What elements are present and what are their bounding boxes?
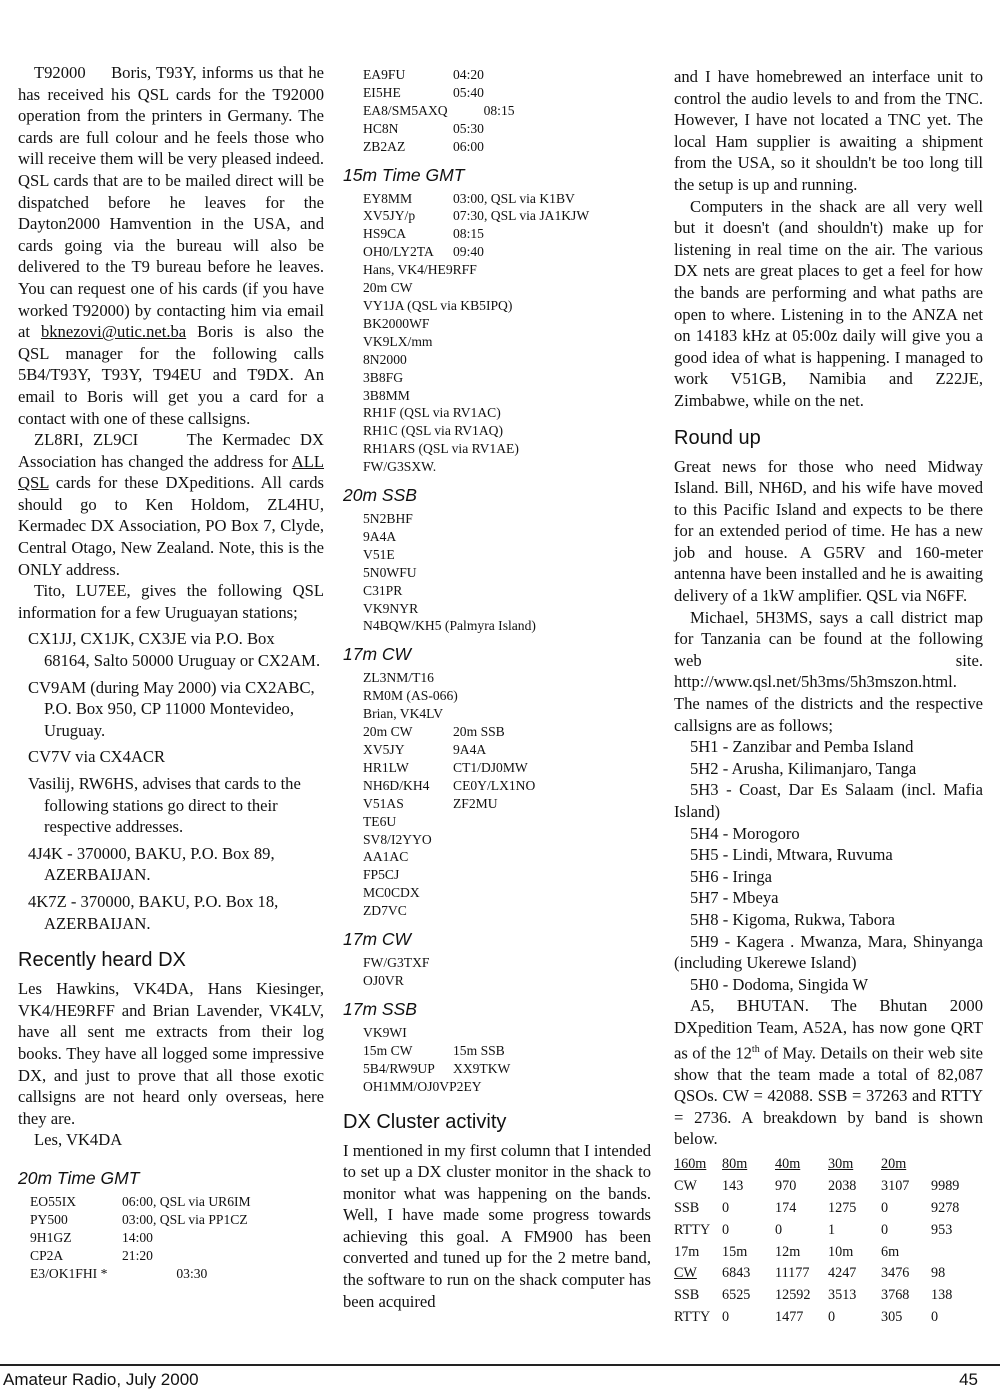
- table-cell: 2038: [828, 1178, 857, 1195]
- signature: Les, VK4DA: [34, 1130, 123, 1150]
- log-entry: [363, 1060, 651, 1078]
- district-item: 5H8 - Kigoma, Rukwa, Tabora: [690, 909, 895, 929]
- log-detail: 05:30: [453, 120, 484, 136]
- log-detail: CT1/DJ0MW: [453, 759, 528, 775]
- log-entry: [30, 1211, 324, 1229]
- table-cell: 143: [722, 1178, 744, 1195]
- callsign: V51AS: [363, 795, 404, 811]
- table-cell: 4247: [828, 1265, 857, 1282]
- heading-17m-cw-2: 17m CW: [343, 929, 412, 950]
- log-line: OH1MM/OJ0VP2EY: [363, 1078, 482, 1094]
- log-detail: 03:00, QSL via K1BV: [453, 190, 575, 206]
- callsign: XV5JY/p: [363, 208, 416, 224]
- log-entry: [363, 66, 651, 84]
- log-detail: 9A4A: [453, 742, 487, 757]
- log-entry: [363, 190, 651, 208]
- heading-20m-time: 20m Time GMT: [18, 1167, 140, 1188]
- log-line: BK2000WF: [363, 315, 430, 331]
- table-cell: 0: [881, 1200, 889, 1217]
- table-row: [674, 1263, 959, 1285]
- log-line: VY1JA (QSL via KB5IPQ): [363, 297, 513, 313]
- callsign-zl8ri: ZL8RI, ZL9CI: [34, 430, 139, 450]
- callsign: ZB2AZ: [363, 138, 406, 154]
- table-cell: CW: [674, 1265, 697, 1282]
- log-detail: 04:20: [453, 67, 484, 82]
- callsign: EI5HE: [363, 84, 401, 100]
- log-entry: [30, 1247, 324, 1265]
- log-detail: CE0Y/LX1NO: [453, 777, 536, 793]
- table-cell: 3768: [881, 1287, 910, 1304]
- table-cell: 1477: [775, 1309, 804, 1325]
- district-5h9: 5H9 - Kagera . Mwanza, Mara, Shinyanga (including Ukerewe Island): [674, 931, 983, 973]
- callsign: NH6D/KH4: [363, 777, 430, 793]
- table-cell: 160m: [674, 1156, 707, 1173]
- log-entry: [30, 1229, 324, 1247]
- log-line: 8N2000: [363, 351, 407, 367]
- table-row: [674, 1198, 959, 1220]
- log-entry: [30, 1193, 324, 1211]
- log-detail: 14:00: [122, 1229, 153, 1245]
- log-entry: [363, 243, 651, 261]
- paragraph-bhutan: [674, 995, 983, 1150]
- table-cell: 953: [931, 1221, 953, 1238]
- log-line: FW/G3TXF: [363, 955, 430, 971]
- table-cell: 3513: [828, 1287, 857, 1304]
- table-cell: 174: [775, 1200, 797, 1217]
- paragraph-computers: Computers in the shack are all very well but it doesn't (and shouldn't) make up for listening in real time on the air. The various DX nets are great places to get a feel for how the bands are performing and what paths are open to where. Listening in to the ANZA net on 14183 kHz at 05:00z daily will give you a good idea of what is happening. I managed to work V51GB, Namibia and Z22JE, Zimbabwe, while on the net.: [674, 196, 983, 410]
- log-detail: 03:00, QSL via PP1CZ: [122, 1211, 248, 1227]
- table-cell: 11177: [775, 1265, 810, 1282]
- qsl-item-cv9am: CV9AM (during May 2000) via CX2ABC, P.O. Box 950, CP 11000 Montevideo, Uruguay.: [28, 677, 315, 740]
- table-cell: 3107: [881, 1178, 910, 1195]
- log-line: 9A4A: [363, 528, 397, 544]
- table-row: [674, 1307, 959, 1329]
- log-detail: ZF2MU: [453, 795, 498, 811]
- log-17m-cw-pairs: [363, 723, 651, 813]
- log-detail: 09:40: [453, 244, 484, 260]
- log-entry: [363, 1042, 651, 1060]
- log-entry: [363, 120, 651, 138]
- log-detail: 21:20: [122, 1247, 153, 1263]
- log-detail: 08:15: [453, 226, 484, 242]
- qsl-item-cv7v: CV7V via CX4ACR: [28, 747, 166, 767]
- callsign: HR1LW: [363, 759, 409, 775]
- district-list-2: [674, 823, 983, 931]
- log-entry: [363, 759, 651, 777]
- log-detail: 08:15: [453, 102, 515, 118]
- log-detail: 05:40: [453, 84, 484, 100]
- column-2: [343, 66, 651, 1312]
- callsign: EA8/SM5AXQ: [363, 102, 448, 118]
- column-1: [18, 62, 324, 1282]
- superscript: th: [751, 1043, 760, 1055]
- log-line: MC0CDX: [363, 885, 420, 901]
- table-cell: [931, 1154, 959, 1176]
- callsign: EY8MM: [363, 190, 413, 206]
- underlined-text: ALL QSL: [18, 451, 325, 493]
- qsl-item-vasilij: Vasilij, RW6HS, advises that cards to the following stations go direct to their respective addresses.: [28, 774, 301, 837]
- log-17m-ssb: [363, 1024, 651, 1042]
- log-line: 3B8FG: [363, 369, 404, 385]
- table-cell: 3476: [881, 1265, 910, 1282]
- table-cell: 305: [881, 1309, 903, 1325]
- callsign: HS9CA: [363, 226, 407, 242]
- callsign: 20m CW: [363, 724, 413, 740]
- table-cell: 0: [722, 1221, 730, 1238]
- log-line: VK9LX/mm: [363, 333, 433, 349]
- table-cell: 12592: [775, 1287, 811, 1304]
- table-cell: 6525: [722, 1287, 751, 1304]
- paragraph-text: A5, BHUTAN. The Bhutan 2000 DXpedition Team, A52A, has now gone QRT as of the 12: [674, 996, 983, 1063]
- callsign: OH0/LY2TA: [363, 244, 434, 260]
- table-cell: 98: [931, 1265, 946, 1282]
- log-detail: 15m SSB: [453, 1042, 505, 1058]
- table-cell: 0: [722, 1200, 730, 1217]
- log-line: VK9WI: [363, 1024, 407, 1040]
- table-cell: 40m: [775, 1156, 801, 1173]
- table-cell: 970: [775, 1178, 797, 1195]
- paragraph-text: Boris is also the QSL manager for the following calls 5B4/T93Y, T93Y, T94EU and T9DX. An email to Boris will get you a card for a contact with one of these callsigns.: [18, 322, 324, 428]
- paragraph-text: Boris, T93Y, informs us that he has received his QSL cards for the T92000 operation from the printers in Germany. The cards are full colour and he feels those who will receive them will be very pleased indeed. QSL cards that are to be mailed direct will be dispatched before he leaves for the Dayton2000 Hamvention in the USA, and cards going via the bureau will also be delivered to the T9 bureau before he leaves. You can request one of his cards (if you have worked T92000) by contacting him via email at: [18, 63, 324, 342]
- log-entry: [363, 138, 651, 156]
- log-17m-ssb-pairs: [363, 1042, 651, 1078]
- log-20m-ssb: [363, 510, 651, 635]
- log-line: RM0M (AS-066): [363, 688, 458, 704]
- table-row: [674, 1219, 959, 1241]
- log-line: 20m CW: [363, 280, 413, 296]
- district-item: 5H1 - Zanzibar and Pemba Island: [690, 737, 914, 757]
- table-row: [674, 1241, 959, 1263]
- paragraph-text: The Kermadec DX Association has changed the address for: [18, 430, 324, 471]
- table-cell: 80m: [722, 1156, 748, 1173]
- callsign: 9H1GZ: [30, 1229, 72, 1245]
- band-breakdown-table: [674, 1154, 959, 1328]
- log-detail: 20m SSB: [453, 724, 505, 740]
- heading-round-up: Round up: [674, 426, 761, 449]
- log-detail: 03:30: [122, 1265, 208, 1281]
- table-cell: 20m: [881, 1156, 907, 1173]
- paragraph-recently-heard: Les Hawkins, VK4DA, Hans Kiesinger, VK4/HE9RFF and Brian Lavender, VK4LV, have all sent me extracts from their log books. They have all logged some impressive DX, and just to prove that all those exotic callsigns are not heard only overseas, here they are.: [18, 979, 324, 1128]
- paragraph-t92000: [18, 62, 324, 429]
- log-line: RH1F (QSL via RV1AC): [363, 405, 501, 421]
- log-line: AA1AC: [363, 849, 409, 865]
- table-cell: [931, 1241, 959, 1263]
- log-entry: [363, 777, 651, 795]
- table-cell: 6m: [881, 1243, 900, 1260]
- log-line: 3B8MM: [363, 387, 410, 403]
- log-entry: [363, 84, 651, 102]
- footer-publication: Amateur Radio, July 2000: [3, 1370, 199, 1389]
- paragraph-midway: Great news for those who need Midway Island. Bill, NH6D, and his wife have moved to this Pacific Island and expects to be there for an extended period of time. He has a new job and house. A G5RV and 160-meter antenna have been installed and he is awaiting delivery of a 1kW amplifier. QSL via N6FF.: [674, 456, 983, 606]
- district-item: 5H7 - Mbeya: [690, 888, 779, 908]
- log-detail: 06:00, QSL via UR6IM: [122, 1193, 251, 1209]
- callsign: PY500: [30, 1211, 68, 1227]
- callsign: EO55IX: [30, 1193, 77, 1209]
- email-link[interactable]: bknezovi@utic.net.ba: [40, 322, 187, 342]
- district-list: [674, 736, 983, 779]
- table-cell: 12m: [775, 1243, 801, 1260]
- log-line: N4BQW/KH5 (Palmyra Island): [363, 618, 536, 634]
- log-line: Brian, VK4LV: [363, 706, 444, 722]
- log-line: RH1ARS (QSL via RV1AE): [363, 441, 519, 457]
- table-cell: 6843: [722, 1265, 751, 1282]
- log-line: ZD7VC: [363, 903, 407, 919]
- table-cell: RTTY: [674, 1221, 711, 1238]
- paragraph-kermadec: [18, 429, 324, 580]
- paragraph-tanzania: Michael, 5H3MS, says a call district map for Tanzania can be found at the following web site. http://www.qsl.net/5h3ms/5h3mszon.html. The names of the districts and the respective callsigns are as follows;: [674, 607, 983, 735]
- table-row: [674, 1285, 959, 1307]
- log-line: TE6U: [363, 813, 397, 829]
- log-17m-cw-list: [363, 813, 651, 920]
- callsign: CP2A: [30, 1247, 64, 1263]
- log-entry: [363, 102, 651, 120]
- table-cell: 17m: [674, 1243, 700, 1260]
- qsl-item-cx1jj: CX1JJ, CX1JK, CX3JE via P.O. Box 68164, Salto 50000 Uruguay or CX2AM.: [28, 629, 321, 671]
- log-line: OJ0VR: [363, 972, 404, 988]
- callsign-t92000: T92000: [34, 63, 86, 82]
- log-entry: [363, 741, 651, 759]
- callsign: EA9FU: [363, 67, 406, 82]
- log-line: ZL3NM/T16: [363, 670, 434, 686]
- log-entry: [30, 1265, 324, 1283]
- table-cell: CW: [674, 1178, 697, 1195]
- district-item: 5H4 - Morogoro: [690, 823, 800, 843]
- heading-17m-ssb: 17m SSB: [343, 998, 417, 1019]
- log-line: C31PR: [363, 582, 403, 598]
- log-entry: [363, 225, 651, 243]
- log-top: [363, 66, 651, 156]
- heading-dx-cluster: DX Cluster activity: [343, 1110, 507, 1133]
- log-15m: [363, 190, 651, 262]
- district-5h0: 5H0 - Dodoma, Singida W: [690, 974, 869, 994]
- log-line: SV8/I2YYO: [363, 831, 432, 847]
- log-detail: XX9TKW: [453, 1060, 511, 1076]
- log-line: 5N0WFU: [363, 564, 417, 580]
- qsl-item-4j4k: 4J4K - 370000, BAKU, P.O. Box 89, AZERBAIJAN.: [28, 843, 275, 885]
- table-cell: 10m: [828, 1243, 854, 1260]
- paragraph-dx-cluster: I mentioned in my first column that I intended to set up a DX cluster monitor in the shack to monitor what was happening on the bands. Well, I have made some progress towards achieving this goal. A FM900 has been converted and tuned up for the 2 metre band, the software to run on the shack computer has been acquired: [343, 1140, 651, 1311]
- table-cell: 9278: [931, 1200, 960, 1217]
- log-entry: [363, 723, 651, 741]
- log-line: FW/G3SXW.: [363, 459, 437, 475]
- log-detail: 07:30, QSL via JA1KJW: [453, 208, 590, 224]
- table-row: [674, 1154, 959, 1176]
- log-line: Hans, VK4/HE9RFF: [363, 262, 477, 278]
- table-cell: 9989: [931, 1178, 960, 1195]
- log-17m-cw: [363, 669, 651, 723]
- log-17m-cw-2: [363, 954, 651, 990]
- log-detail: 06:00: [453, 138, 484, 154]
- paragraph-tnc: and I have homebrewed an interface unit to control the audio levels to and from the TNC. However, I have not located a TNC yet. The local Ham supplier is awaiting a shipment from the USA, so it shouldn't be too long till the setup is up and running.: [674, 67, 983, 194]
- district-item: 5H2 - Arusha, Kilimanjaro, Tanga: [690, 758, 917, 778]
- callsign: 5B4/RW9UP: [363, 1060, 435, 1076]
- table-row: [674, 1176, 959, 1198]
- log-entry: [363, 795, 651, 813]
- table-cell: 1: [828, 1221, 836, 1238]
- table-cell: RTTY: [674, 1309, 711, 1325]
- footer-page-number: 45: [959, 1370, 978, 1389]
- heading-15m-time: 15m Time GMT: [343, 164, 465, 185]
- log-20m: [30, 1193, 324, 1283]
- log-entry: [363, 207, 651, 225]
- table-cell: 138: [931, 1287, 953, 1304]
- table-cell: SSB: [674, 1200, 700, 1217]
- log-line: VK9NYR: [363, 600, 419, 616]
- paragraph-text: of May. Details on their web site show that the team made a total of 82,087 QSOs. CW = 42088. SSB = 37263 and RTTY = 2736. A breakdown by band is shown below.: [674, 1043, 983, 1149]
- footer-rule: [0, 1364, 1000, 1366]
- callsign: HC8N: [363, 120, 399, 136]
- district-5h3: 5H3 - Coast, Dar Es Salaam (incl. Mafia Island): [674, 780, 983, 821]
- heading-17m-cw: 17m CW: [343, 644, 412, 665]
- qsl-item-4k7z: 4K7Z - 370000, BAKU, P.O. Box 18, AZERBAIJAN.: [28, 891, 279, 933]
- log-line: FP5CJ: [363, 867, 400, 883]
- table-cell: 0: [722, 1309, 730, 1325]
- table-cell: 30m: [828, 1156, 854, 1173]
- table-cell: 1275: [828, 1200, 857, 1217]
- column-3: [674, 66, 983, 1328]
- table-cell: 0: [931, 1309, 939, 1325]
- callsign: 15m CW: [363, 1042, 413, 1058]
- heading-20m-ssb: 20m SSB: [343, 485, 417, 506]
- table-cell: 0: [828, 1309, 836, 1325]
- table-cell: 15m: [722, 1243, 748, 1260]
- log-line: 5N2BHF: [363, 511, 413, 527]
- paragraph-tito: Tito, LU7EE, gives the following QSL information for a few Uruguayan stations;: [18, 581, 324, 622]
- district-item: 5H6 - Iringa: [690, 866, 773, 886]
- log-17m-ssb-list: [363, 1078, 651, 1096]
- paragraph-text: cards for these DXpeditions. All cards should go to Ken Holdom, ZL4HU, Kermadec DX Association, PO Box 7, Clyde, Central Otago, New Zealand. Note, this is the ONLY address.: [18, 473, 324, 579]
- table-cell: SSB: [674, 1287, 700, 1304]
- log-15m-list: [363, 261, 651, 476]
- table-cell: 0: [881, 1221, 889, 1238]
- table-cell: 0: [775, 1221, 783, 1238]
- callsign: XV5JY: [363, 742, 405, 757]
- log-line: RH1C (QSL via RV1AQ): [363, 423, 504, 439]
- heading-recently-heard: Recently heard DX: [18, 949, 186, 972]
- district-item: 5H5 - Lindi, Mtwara, Ruvuma: [690, 845, 893, 865]
- callsign: E3/OK1FHI *: [30, 1265, 108, 1281]
- log-line: V51E: [363, 546, 395, 562]
